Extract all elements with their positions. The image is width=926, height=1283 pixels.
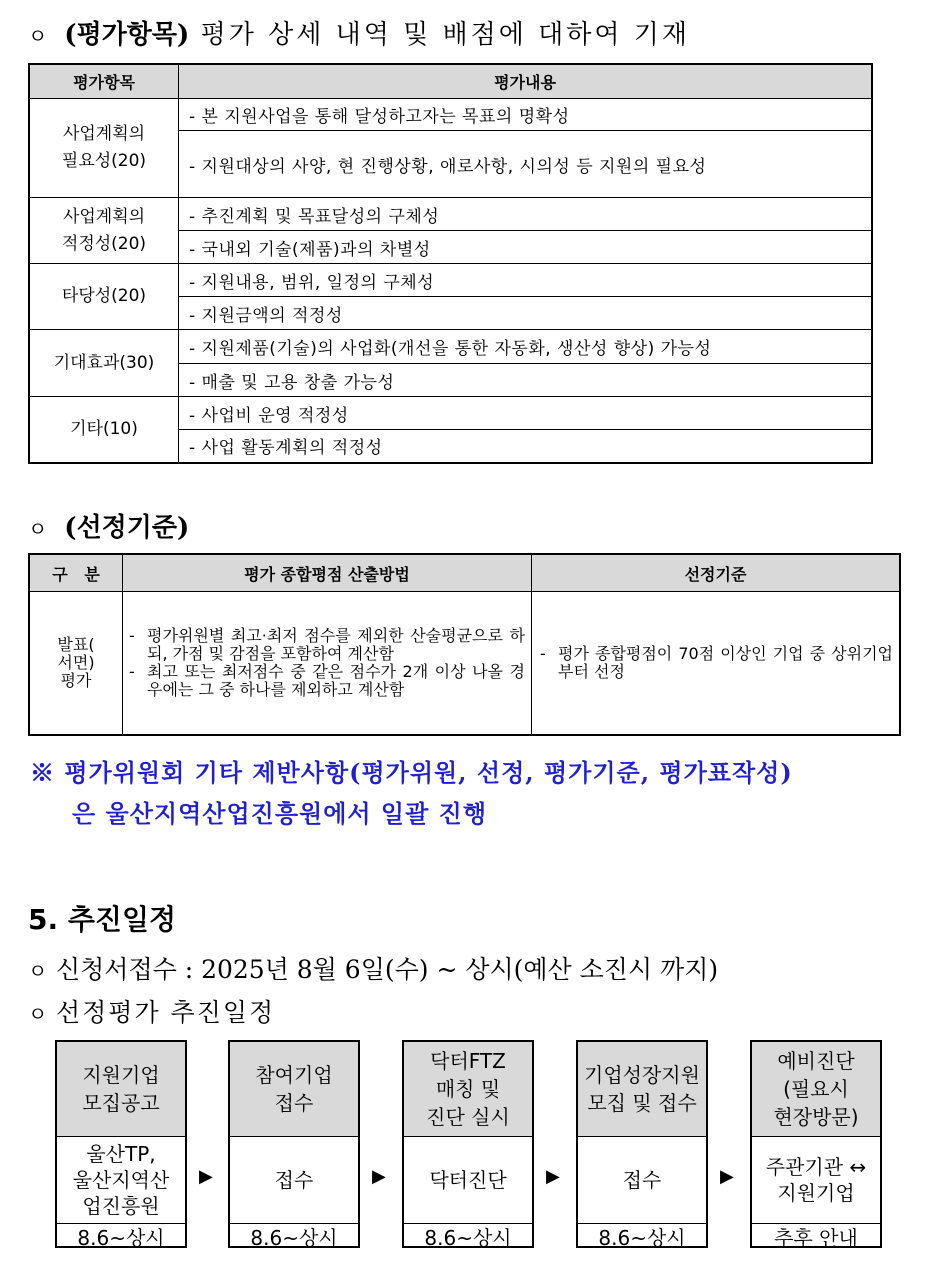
table2-criteria [532, 592, 901, 735]
flow-step-3: 닥터FTZ 매칭 및 진단 실시 닥터진단 8.6~상시 [402, 1040, 534, 1248]
table1-item: - 추진계획 및 목표달성의 구체성 [179, 198, 873, 231]
flow-step-date: 8.6~상시 [598, 1225, 686, 1250]
section2-heading [28, 507, 189, 544]
note-line-2: 은 울산지역산업진흥원에서 일괄 진행 [72, 799, 488, 828]
table1-category-1: 사업계획의 필요성(20) [29, 99, 179, 198]
arrow-right-icon: ▶ [720, 1166, 734, 1187]
criteria-item: - 평가 종합평점이 70점 이상인 기업 중 상위기업부터 선정 [538, 645, 893, 681]
table1-item: - 사업 활동계획의 적정성 [179, 430, 873, 463]
table1-item: - 지원대상의 사양, 현 진행상황, 애로사항, 시의성 등 지원의 필요성 [179, 131, 873, 198]
table1-category-4: 기대효과(30) [29, 330, 179, 397]
method-item: - 최고 또는 최저점수 중 같은 점수가 2개 이상 나올 경우에는 그 중 하나를 제외하고 계산함 [127, 663, 525, 699]
selection-criteria-table [28, 553, 901, 736]
table1-item: - 지원제품(기술)의 사업화(개선을 통한 자동화, 생산성 향상) 가능성 [179, 330, 873, 364]
table1-item: - 지원내용, 범위, 일정의 구체성 [179, 264, 873, 297]
arrow-right-icon: ▶ [199, 1166, 213, 1187]
section2-bold: (선정기준) [64, 513, 190, 543]
method-item: - 평가위원별 최고·최저 점수를 제외한 산술평균으로 하되, 가점 및 감점을 포함하여 계산함 [127, 627, 525, 663]
flow-step-5: 예비진단 (필요시 현장방문) 주관기관 ↔ 지원기업 추후 안내 [750, 1040, 882, 1248]
section1-bold: (평가항목) [64, 20, 190, 50]
table1-item: - 국내외 기술(제품)과의 차별성 [179, 231, 873, 264]
table1-category-2: 사업계획의 적정성(20) [29, 198, 179, 264]
arrow-right-icon: ▶ [372, 1166, 386, 1187]
section1-rest: 평가 상세 내역 및 배점에 대하여 기재 [189, 20, 690, 50]
flow-step-1: 지원기업 모집공고 울산TP, 울산지역산 업진흥원 8.6~상시 [55, 1040, 187, 1248]
circle-bullet-icon: ㅇ [28, 24, 48, 48]
flow-step-2: 참여기업 접수 접수 8.6~상시 [228, 1040, 360, 1248]
table1-item: - 매출 및 고용 창출 가능성 [179, 364, 873, 397]
flow-step-date: 8.6~상시 [250, 1225, 338, 1250]
section1-heading [28, 14, 690, 51]
table1-header-content: 평가내용 [179, 64, 873, 99]
flow-step-date: 8.6~상시 [77, 1225, 165, 1250]
table1-item: - 사업비 운영 적정성 [179, 397, 873, 430]
table1-category-3: 타당성(20) [29, 264, 179, 330]
table1-item: - 지원금액의 적정성 [179, 297, 873, 330]
table2-header-method: 평가 종합평점 산출방법 [123, 554, 532, 592]
flow-step-date: 추후 안내 [774, 1225, 858, 1250]
note-line-1: ※ 평가위원회 기타 제반사항(평가위원, 선정, 평가기준, 평가표작성) [30, 758, 793, 787]
evaluation-items-table [28, 63, 873, 464]
circle-bullet-icon: ㅇ [28, 959, 48, 983]
arrow-right-icon: ▶ [546, 1166, 560, 1187]
table2-header-criteria: 선정기준 [532, 554, 901, 592]
table2-header-gubun: 구 분 [29, 554, 123, 592]
circle-bullet-icon: ㅇ [28, 517, 48, 541]
section5-title: 5. 추진일정 [28, 903, 177, 936]
section5-line-2: ㅇ 선정평가 추진일정 [28, 998, 276, 1027]
flow-step-date: 8.6~상시 [424, 1225, 512, 1250]
section5-line-1: ㅇ 신청서접수 : 2025년 8월 6일(수) ~ 상시(예산 소진시 까지) [28, 955, 719, 984]
table2-method [123, 592, 532, 735]
flow-step-4: 기업성장지원 모집 및 접수 접수 8.6~상시 [576, 1040, 708, 1248]
circle-bullet-icon: ㅇ [28, 1002, 48, 1026]
table1-item: - 본 지원사업을 통해 달성하고자는 목표의 명확성 [179, 99, 873, 131]
table2-gubun: 발표( 서면) 평가 [29, 592, 123, 735]
table1-category-5: 기타(10) [29, 397, 179, 463]
table1-header-category: 평가항목 [29, 64, 179, 99]
